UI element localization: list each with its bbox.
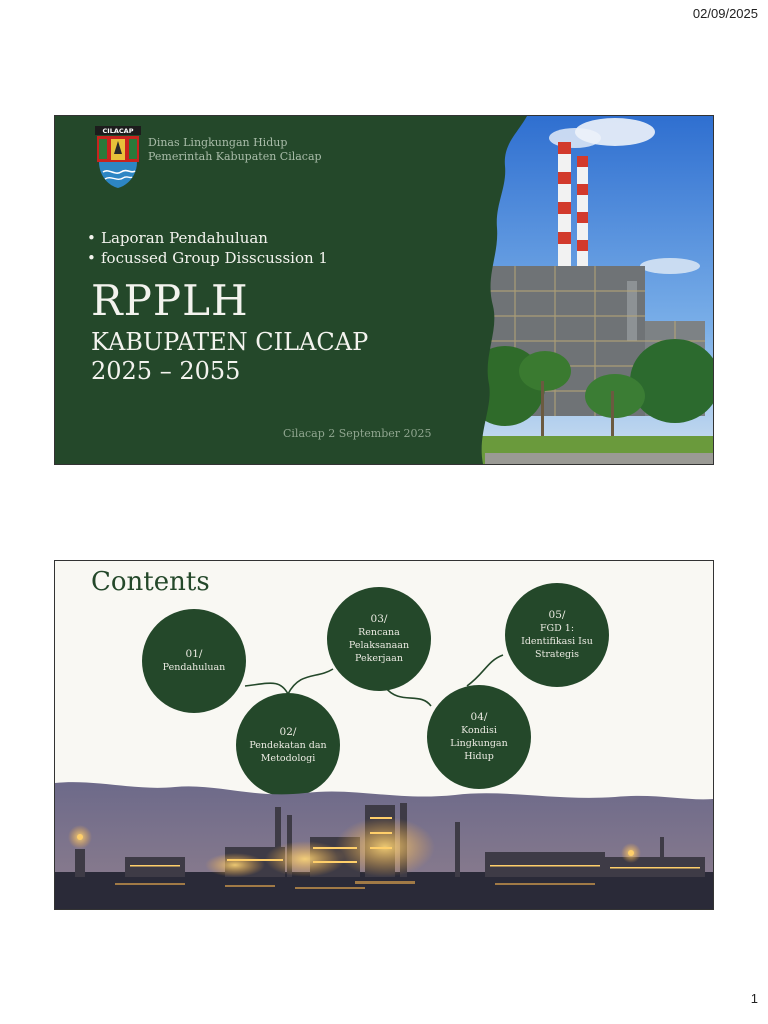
org-line-1: Dinas Lingkungan Hidup — [148, 136, 288, 149]
item-number: 02/ — [279, 725, 297, 738]
item-number: 01/ — [185, 648, 203, 660]
item-label: Pendekatan dan Metodologi — [249, 739, 327, 764]
contents-item-04[interactable] — [427, 685, 531, 789]
contents-item-01[interactable] — [142, 609, 246, 713]
bullet-item: • focussed Group Disscussion 1 — [87, 248, 328, 268]
item-number: 05/ — [548, 609, 566, 621]
subtitle-line-2: 2025 – 2055 — [91, 357, 241, 385]
organization-name — [148, 136, 322, 164]
subtitle-line-1: KABUPATEN CILACAP — [91, 328, 369, 356]
refinery-night-photo — [55, 777, 713, 909]
slide-main-title: RPPLH — [91, 276, 249, 325]
presentation-date: Cilacap 2 September 2025 — [283, 427, 432, 440]
org-line-2: Pemerintah Kabupaten Cilacap — [148, 150, 322, 163]
contents-item-03[interactable] — [327, 587, 431, 691]
contents-item-05[interactable] — [505, 583, 609, 687]
page-number: 1 — [750, 991, 758, 1006]
contents-title: Contents — [91, 567, 210, 597]
slide-contents — [54, 560, 714, 910]
svg-text:CILACAP: CILACAP — [102, 127, 134, 135]
item-label: Rencana Pelaksanaan Pekerjaan — [348, 627, 410, 664]
item-label: Kondisi Lingkungan Hidup — [450, 725, 508, 762]
cilacap-logo — [93, 124, 143, 190]
slide-title — [54, 115, 714, 465]
print-date: 02/09/2025 — [692, 6, 758, 21]
bullet-item: • Laporan Pendahuluan — [87, 228, 328, 248]
item-label: Pendahuluan — [162, 662, 226, 673]
item-label: FGD 1: Identifikasi Isu Strategis — [521, 623, 593, 660]
bullet-list — [87, 228, 328, 268]
item-number: 04/ — [470, 711, 488, 723]
item-number: 03/ — [370, 613, 388, 625]
slide-subtitle — [91, 328, 368, 386]
